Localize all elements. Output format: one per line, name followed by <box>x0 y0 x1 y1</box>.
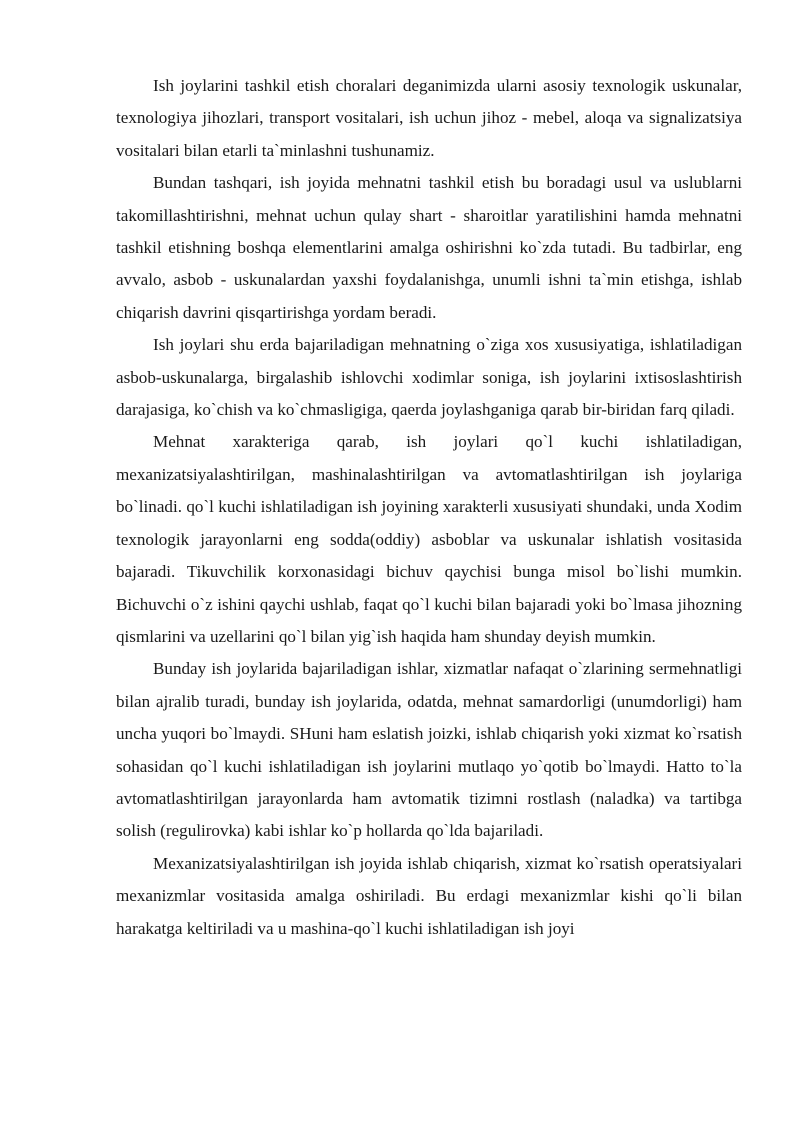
paragraph-1: Ish joylarini tashkil etish choralari deganimizda ularni asosiy texnologik uskunalar, texnologiya jihozlari, transport vositalari, ish uchun jihoz - mebel, aloqa va signalizatsiya vositalari bilan etarli ta`minlashni tushunamiz. <box>116 76 742 160</box>
paragraph-2: Bundan tashqari, ish joyida mehnatni tashkil etish bu boradagi usul va uslublarni takomillashtirishni, mehnat uchun qulay shart - sharoitlar yaratilishini hamda mehnatni tashkil etishning boshqa elementlarini amalga oshirishni ko`zda tutadi. Bu tadbirlar, eng avvalo, asbob - uskunalardan yaxshi foydalanishga, unumli ishni ta`min etishga, ishlab chiqarish davrini qisqartirishga yordam beradi. <box>116 173 742 322</box>
document-page <box>116 70 742 945</box>
paragraph-3: Ish joylari shu erda bajariladigan mehnatning o`ziga xos xususiyatiga, ishlatiladigan asbob-uskunalarga, birgalashib ishlovchi xodimlar soniga, ish joylarini ixtisoslashtirish darajasiga, ko`chish va ko`chmasligiga, qaerda joylashganiga qarab bir-biridan farq qiladi. <box>116 335 742 420</box>
paragraph-4: Mehnat xarakteriga qarab, ish joylari qo`l kuchi ishlatiladigan, mexanizatsiyalashtirilgan, mashinalashtirilgan va avtomatlashtirilgan ish joylariga bo`linadi. qo`l kuchi ishlatiladigan ish joyining xarakterli xususiyati shundaki, unda Xodim texnologik jarayonlarni eng sodda(oddiy) asboblar va uskunalar ishlatish vositasida bajaradi. Tikuvchilik korxonasidagi bichuv qaychisi bunga misol bo`lishi mumkin. Bichuvchi o`z ishini qaychi ushlab, faqat qo`l kuchi bilan bajaradi yoki bo`lmasa jihozning qismlarini va uzellarini qo`l bilan yig`ish haqida ham shunday deyish mumkin. <box>116 432 742 646</box>
paragraph-5: Bunday ish joylarida bajariladigan ishlar, xizmatlar nafaqat o`zlarining sermehnatligi bilan ajralib turadi, bunday ish joylarida, odatda, mehnat samardorligi (unumdorligi) ham uncha yuqori bo`lmaydi. SHuni ham eslatish joizki, ishlab chiqarish yoki xizmat ko`rsatish sohasidan qo`l kuchi ishlatiladigan ish joylarini mutlaqo yo`qotib bo`lmaydi. Hatto to`la avtomatlashtirilgan jarayonlarda ham avtomatik tizimni rostlash (naladka) va tartibga solish (regulirovka) kabi ishlar ko`p hollarda qo`lda bajariladi. <box>116 659 742 841</box>
paragraph-6: Mexanizatsiyalashtirilgan ish joyida ishlab chiqarish, xizmat ko`rsatish operatsiyalari mexanizmlar vositasida amalga oshiriladi. Bu erdagi mexanizmlar kishi qo`li bilan harakatga keltiriladi va u mashina-qo`l kuchi ishlatiladigan ish joyi <box>116 853 742 938</box>
